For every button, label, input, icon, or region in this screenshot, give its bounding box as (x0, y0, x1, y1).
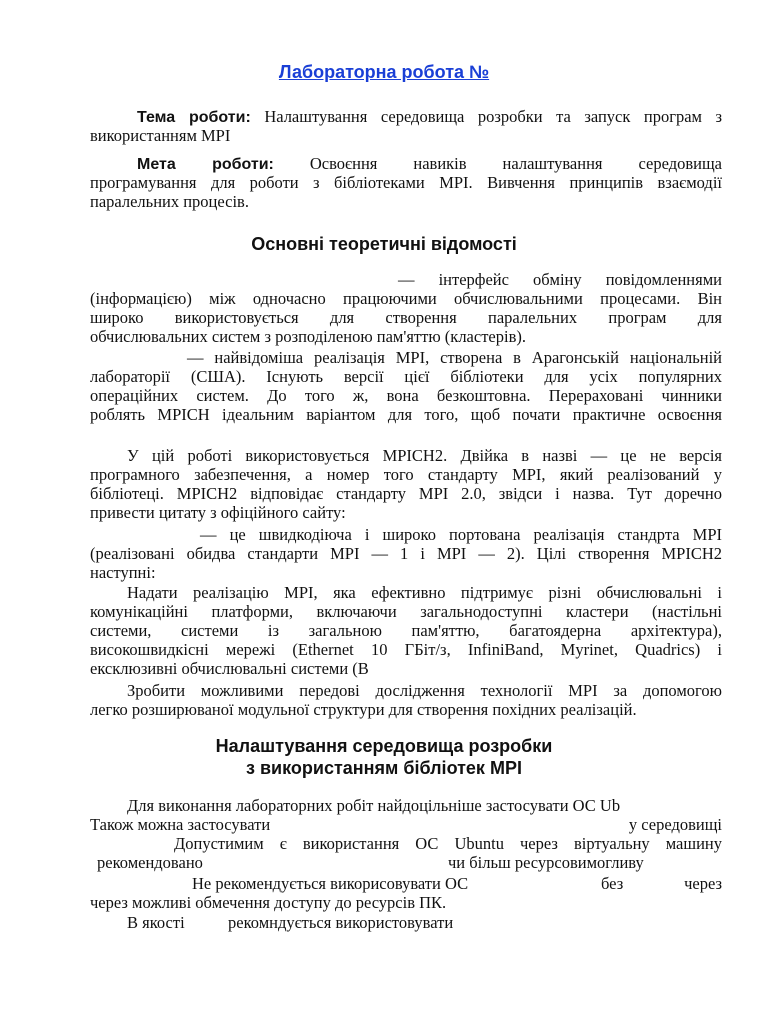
setup-line-5b: без (601, 874, 624, 893)
theory-p2-line-2: лабораторії (США). Існують версії цієї бібліотеки для усіх популярних (90, 367, 722, 386)
theory-p2-line-3: операційних систем. До того ж, вона безкоштовна. Перераховані чинники (90, 386, 722, 405)
setup-heading-line-2: з використанням бібліотек MPI (246, 758, 522, 778)
theory-p5-line-1: Надати реалізацію MPI, яка ефективно підтримує різні обчислювальні і (127, 583, 722, 602)
theory-p1-line-2: (інформацією) між одночасно працюючими обчислювальними процесами. Він (90, 289, 722, 308)
goal-line-1 (137, 154, 722, 174)
setup-line-3: Допустимим є використання ОС Ubuntu через віртуальну машину (174, 834, 722, 853)
topic-line-2: використанням MPI (90, 126, 231, 145)
theory-p2-line-4: роблять MPICH ідеальним варіантом для того, щоб почати практичне освоєння (90, 405, 722, 424)
theory-p2-line-1: — найвідоміша реалізація MPI, створена в Арагонській національній (187, 348, 722, 367)
setup-line-5c: через (684, 874, 722, 893)
topic-text: Налаштування середовища розробки та запуск програм з (264, 107, 722, 126)
theory-p3-line-3: бібліотеці. MPICH2 відповідає стандарту MPI 2.0, звідси і назва. Тут доречно (90, 484, 722, 503)
theory-p3-line-1: У цій роботі використовується MPICH2. Двійка в назві — це не версія (127, 446, 722, 465)
document-title: Лабораторна робота № (278, 62, 490, 82)
theory-heading: Основні теоретичні відомості (251, 234, 517, 254)
theory-p1-line-1: — інтерфейс обміну повідомленнями (398, 270, 722, 289)
setup-line-4b: чи більш ресурсовимогливу (448, 853, 644, 872)
theory-p5-line-5: ексклюзивні обчислювальні системи (В (90, 659, 369, 678)
goal-line-2: програмування для роботи з бібліотеками MPI. Вивчення принципів взаємодії (90, 173, 722, 192)
theory-p5-line-2: комунікаційні платформи, включаючи загальнодоступні кластери (настільні (90, 602, 722, 621)
setup-line-1: Для виконання лабораторних робіт найдоцільніше застосувати ОС Ub (127, 796, 621, 815)
theory-p3-line-4: привести цитату з офіційного сайту: (90, 503, 346, 522)
theory-p4-line-1: — це швидкодіюча і широко портована реалізація стандрта MPI (200, 525, 722, 544)
theory-p4-line-3: наступні: (90, 563, 156, 582)
topic-line-1 (137, 107, 722, 127)
goal-text: Освоєння навиків налаштування середовища (309, 154, 722, 173)
theory-p5-line-4: високошвидкісні мережі (Ethernet 10 ГБіт/з, InfiniBand, Myrinet, Quadrics) і (90, 640, 722, 659)
theory-p6-line-2: легко розширюваної модульної структури для створення похідних реалізацій. (90, 700, 637, 719)
setup-line-4a: рекомендовано (97, 853, 203, 872)
theory-p1-line-4: обчислювальних систем з розподіленою пам'яттю (кластерів). (90, 327, 526, 346)
setup-line-7a: В якості (127, 913, 185, 932)
theory-p6-line-1: Зробити можливими передові дослідження технології MPI за допомогою (127, 681, 722, 700)
setup-line-2a: Також можна застосувати (90, 815, 271, 834)
setup-line-7b: рекомндується використовувати (228, 913, 454, 932)
theory-p4-line-2: (реалізовані обидва стандарти MPI — 1 і MPI — 2). Цілі створення MPICH2 (90, 544, 722, 563)
topic-label: Тема роботи: (137, 109, 251, 126)
theory-p3-line-2: програмного забезпечення, а номер того стандарту MPI, який реалізований у (90, 465, 722, 484)
setup-heading-line-1: Налаштування середовища розробки (215, 736, 553, 756)
goal-label: Мета роботи: (137, 156, 274, 173)
setup-line-5a: Не рекомендується викорисовувати ОС (192, 874, 469, 893)
setup-line-2b: у середовищі (628, 815, 722, 834)
setup-line-6: через можливі обмечення доступу до ресурсів ПК. (90, 893, 447, 912)
theory-p1-line-3: широко використовується для створення паралельних програм для (90, 308, 722, 327)
theory-p5-line-3: системи, системи із загальною пам'яттю, багатоядерна архітектура), (90, 621, 722, 640)
goal-line-3: паралельних процесів. (90, 192, 249, 211)
